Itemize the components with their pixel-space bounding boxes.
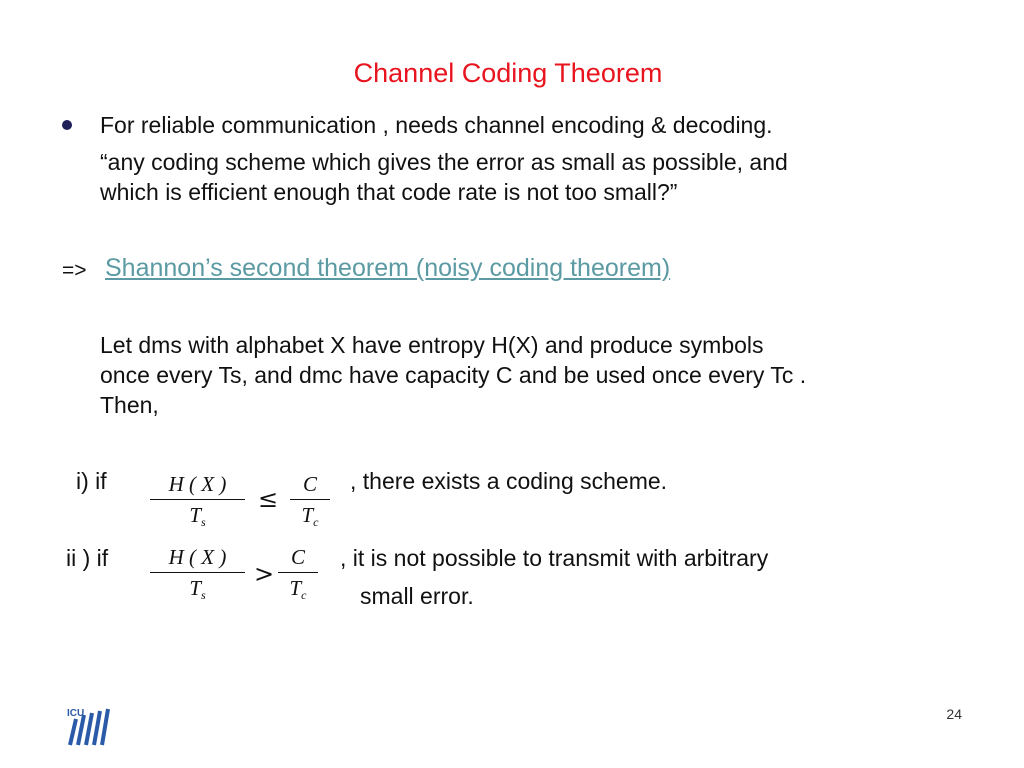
case-1-right-numerator: C (302, 472, 317, 496)
fraction-bar (290, 499, 330, 500)
case-2-right-fraction (278, 545, 318, 607)
fraction-bar (150, 499, 245, 500)
case-2-right-numerator: C (290, 545, 305, 569)
case-1-right-fraction (290, 472, 330, 534)
page-number: 24 (946, 706, 962, 722)
paragraph-line-1: Let dms with alphabet X have entropy H(X) and produce symbols (100, 332, 764, 358)
case-2-left-fraction (150, 545, 245, 607)
case-2-right-denominator: $T_c$ (289, 576, 307, 602)
case-2-left-denominator: $T_s$ (189, 576, 206, 602)
case-1-left-numerator: H ( X ) (168, 472, 227, 496)
case-1-left-fraction (150, 472, 245, 534)
quote-line-2: which is efficient enough that code rate is not too small?” (100, 179, 678, 205)
shannon-theorem-link[interactable]: Shannon’s second theorem (noisy coding theorem) (105, 254, 671, 282)
case-1-operator: ≤ (258, 485, 279, 513)
case-1-left-denominator: $T_s$ (189, 503, 206, 529)
fraction-bar (150, 572, 245, 573)
case-2-left-numerator: H ( X ) (168, 545, 227, 569)
case-1-label: i) if (76, 468, 107, 494)
implies-arrow: => (62, 259, 87, 282)
bullet-dot (62, 120, 72, 130)
paragraph-line-3: Then, (100, 392, 159, 418)
icu-logo-icon (66, 705, 112, 747)
case-1-right-denominator: $T_c$ (301, 503, 319, 529)
bullet-text: For reliable communication , needs channel encoding & decoding. (100, 112, 773, 138)
paragraph-line-2: once every Ts, and dmc have capacity C and be used once every Tc . (100, 362, 807, 388)
quote-line-1: “any coding scheme which gives the error as small as possible, and (100, 149, 788, 175)
case-2-result-line-2: small error. (360, 583, 474, 609)
svg-text:ICU: ICU (67, 708, 85, 719)
case-1-result: , there exists a coding scheme. (350, 468, 668, 494)
case-2-operator: > (254, 560, 275, 588)
slide-title: Channel Coding Theorem (353, 58, 663, 88)
case-2-label: ii ) if (66, 545, 109, 571)
case-2-result-line-1: , it is not possible to transmit with arbitrary (340, 545, 769, 571)
fraction-bar (278, 572, 318, 573)
